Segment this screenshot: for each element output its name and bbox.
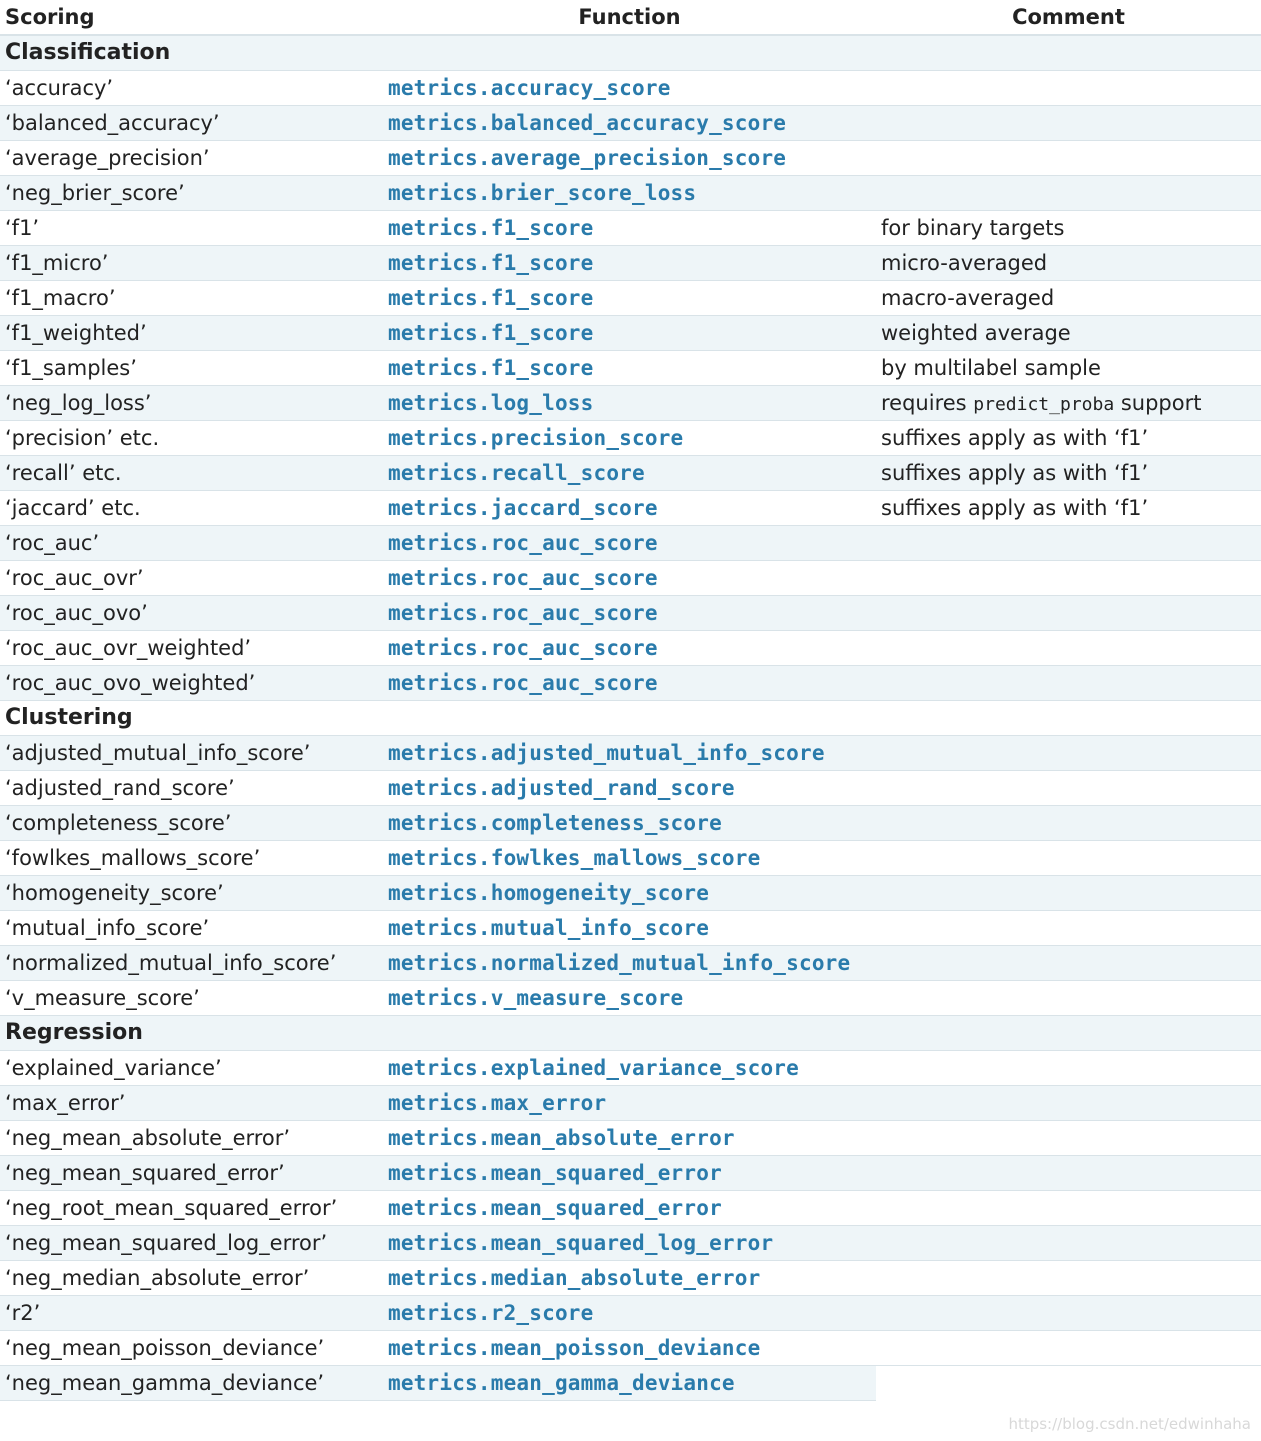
function-link[interactable]: metrics.adjusted_mutual_info_score [388,740,825,765]
comment-cell [876,735,1261,770]
table-row [0,490,1261,525]
comment-cell [876,1050,1261,1085]
function-link[interactable]: metrics.adjusted_rand_score [388,775,735,800]
function-cell [383,735,876,770]
table-row [0,420,1261,455]
comment-cell [876,1225,1261,1260]
table-row [0,1190,1261,1225]
table-row [0,875,1261,910]
section-title: Clustering [0,700,1261,735]
table-row [0,105,1261,140]
scoring-name: ‘jaccard’ etc. [0,490,383,525]
section-row [0,1015,1261,1050]
function-cell [383,315,876,350]
scoring-name: ‘neg_mean_squared_log_error’ [0,1225,383,1260]
comment-cell [876,875,1261,910]
table-row [0,1225,1261,1260]
table-row [0,385,1261,420]
function-link[interactable]: metrics.median_absolute_error [388,1265,761,1290]
function-cell [383,665,876,700]
table-row [0,840,1261,875]
function-cell [383,1295,876,1330]
comment-text: requires [881,390,974,415]
function-cell [383,210,876,245]
function-cell [383,910,876,945]
function-cell [383,805,876,840]
section-row [0,35,1261,70]
comment-cell: suffixes apply as with ‘f1’ [876,490,1261,525]
table-row [0,315,1261,350]
comment-cell: suffixes apply as with ‘f1’ [876,420,1261,455]
function-link[interactable]: metrics.roc_auc_score [388,530,658,555]
function-cell [383,770,876,805]
scoring-name: ‘roc_auc’ [0,525,383,560]
section-title: Regression [0,1015,1261,1050]
function-link[interactable]: metrics.mean_poisson_deviance [388,1335,761,1360]
function-link[interactable]: metrics.f1_score [388,320,594,345]
scoring-name: ‘neg_brier_score’ [0,175,383,210]
table-row [0,630,1261,665]
function-cell [383,420,876,455]
table-row [0,1155,1261,1190]
scoring-name: ‘neg_root_mean_squared_error’ [0,1190,383,1225]
scoring-name: ‘f1_macro’ [0,280,383,315]
scoring-name: ‘precision’ etc. [0,420,383,455]
function-cell [383,875,876,910]
function-link[interactable]: metrics.r2_score [388,1300,594,1325]
table-row [0,210,1261,245]
table-header-row [0,0,1261,35]
function-link[interactable]: metrics.roc_auc_score [388,600,658,625]
function-link[interactable]: metrics.mean_squared_log_error [388,1230,774,1255]
scoring-name: ‘homogeneity_score’ [0,875,383,910]
scoring-name: ‘adjusted_rand_score’ [0,770,383,805]
function-cell [383,105,876,140]
comment-cell [876,980,1261,1015]
comment-cell [876,595,1261,630]
function-link[interactable]: metrics.jaccard_score [388,495,658,520]
comment-cell [876,1330,1261,1365]
function-link[interactable]: metrics.accuracy_score [388,75,671,100]
function-link[interactable]: metrics.fowlkes_mallows_score [388,845,761,870]
scoring-name: ‘neg_mean_poisson_deviance’ [0,1330,383,1365]
scoring-name: ‘f1_samples’ [0,350,383,385]
function-link[interactable]: metrics.average_precision_score [388,145,787,170]
function-cell [383,175,876,210]
comment-cell [876,840,1261,875]
function-link[interactable]: metrics.log_loss [388,390,594,415]
function-cell [383,490,876,525]
function-cell [383,1330,876,1365]
scoring-name: ‘explained_variance’ [0,1050,383,1085]
scoring-name: ‘f1_weighted’ [0,315,383,350]
watermark: https://blog.csdn.net/edwinhaha [1008,1415,1251,1433]
function-cell [383,140,876,175]
table-body [0,35,1261,1400]
scoring-name: ‘mutual_info_score’ [0,910,383,945]
function-link[interactable]: metrics.recall_score [388,460,645,485]
scoring-name: ‘f1_micro’ [0,245,383,280]
table-row [0,1050,1261,1085]
scoring-name: ‘max_error’ [0,1085,383,1120]
comment-cell [876,1120,1261,1155]
function-link[interactable]: metrics.balanced_accuracy_score [388,110,787,135]
function-cell [383,945,876,980]
comment-text: support [1114,390,1202,415]
table-row [0,455,1261,490]
comment-cell [876,525,1261,560]
scoring-name: ‘roc_auc_ovo_weighted’ [0,665,383,700]
scoring-name: ‘neg_mean_squared_error’ [0,1155,383,1190]
table-row [0,175,1261,210]
function-link[interactable]: metrics.brier_score_loss [388,180,697,205]
scoring-name: ‘neg_median_absolute_error’ [0,1260,383,1295]
function-cell [383,455,876,490]
scoring-name: ‘roc_auc_ovr’ [0,560,383,595]
table-row [0,945,1261,980]
scoring-name: ‘normalized_mutual_info_score’ [0,945,383,980]
table-row [0,350,1261,385]
function-cell [383,385,876,420]
function-cell [383,245,876,280]
comment-cell: suffixes apply as with ‘f1’ [876,455,1261,490]
comment-cell [876,70,1261,105]
comment-cell [876,1260,1261,1295]
scoring-name: ‘neg_mean_gamma_deviance’ [0,1365,383,1400]
table-row [0,70,1261,105]
table-row [0,595,1261,630]
header-scoring: Scoring [0,0,383,35]
table-row [0,1260,1261,1295]
comment-cell [876,805,1261,840]
function-link[interactable]: metrics.roc_auc_score [388,670,658,695]
scoring-name: ‘neg_log_loss’ [0,385,383,420]
function-link[interactable]: metrics.roc_auc_score [388,635,658,660]
table-row [0,1330,1261,1365]
table-row [0,980,1261,1015]
comment-cell [876,560,1261,595]
function-cell [383,1190,876,1225]
function-link[interactable]: metrics.f1_score [388,215,594,240]
comment-cell: by multilabel sample [876,350,1261,385]
function-cell [383,1155,876,1190]
header-function: Function [383,0,876,35]
comment-cell [876,630,1261,665]
table-row [0,1295,1261,1330]
function-link[interactable]: metrics.mean_squared_error [388,1195,722,1220]
table-row [0,1120,1261,1155]
header-comment: Comment [876,0,1261,35]
table-row [0,525,1261,560]
scoring-name: ‘average_precision’ [0,140,383,175]
table-row [0,665,1261,700]
function-cell [383,280,876,315]
scoring-name: ‘neg_mean_absolute_error’ [0,1120,383,1155]
function-link[interactable]: metrics.f1_score [388,285,594,310]
section-row [0,700,1261,735]
function-link[interactable]: metrics.mean_absolute_error [388,1125,735,1150]
function-link[interactable]: metrics.v_measure_score [388,985,684,1010]
table-row [0,805,1261,840]
table-row [0,140,1261,175]
function-link[interactable]: metrics.mean_gamma_deviance [388,1370,735,1395]
function-cell [383,1365,876,1400]
comment-cell [876,1085,1261,1120]
comment-cell: weighted average [876,315,1261,350]
comment-cell [876,665,1261,700]
comment-cell [876,140,1261,175]
comment-cell [876,1365,1261,1400]
table-row [0,910,1261,945]
comment-cell: for binary targets [876,210,1261,245]
scoring-name: ‘recall’ etc. [0,455,383,490]
function-cell [383,1085,876,1120]
function-link[interactable]: metrics.mutual_info_score [388,915,710,940]
comment-cell [876,945,1261,980]
scoring-name: ‘f1’ [0,210,383,245]
scoring-name: ‘accuracy’ [0,70,383,105]
function-link[interactable]: metrics.roc_auc_score [388,565,658,590]
table-row [0,770,1261,805]
function-cell [383,595,876,630]
comment-cell [876,770,1261,805]
scoring-name: ‘balanced_accuracy’ [0,105,383,140]
function-link[interactable]: metrics.f1_score [388,250,594,275]
function-cell [383,525,876,560]
comment-cell: macro-averaged [876,280,1261,315]
table-row [0,560,1261,595]
table-row [0,735,1261,770]
function-cell [383,980,876,1015]
function-link[interactable]: metrics.precision_score [388,425,684,450]
scoring-name: ‘adjusted_mutual_info_score’ [0,735,383,770]
comment-cell [876,1190,1261,1225]
scoring-name: ‘completeness_score’ [0,805,383,840]
scoring-name: ‘fowlkes_mallows_score’ [0,840,383,875]
comment-cell [876,1295,1261,1330]
function-cell [383,560,876,595]
comment-cell [876,105,1261,140]
function-link[interactable]: metrics.homogeneity_score [388,880,710,905]
scoring-name: ‘v_measure_score’ [0,980,383,1015]
function-cell [383,70,876,105]
comment-cell [876,910,1261,945]
function-link[interactable]: metrics.completeness_score [388,810,722,835]
function-link[interactable]: metrics.explained_variance_score [388,1055,799,1080]
scoring-name: ‘roc_auc_ovo’ [0,595,383,630]
table-row [0,245,1261,280]
comment-cell: micro-averaged [876,245,1261,280]
function-link[interactable]: metrics.f1_score [388,355,594,380]
function-cell [383,1120,876,1155]
function-link[interactable]: metrics.normalized_mutual_info_score [388,950,851,975]
inline-code: predict_proba [973,393,1115,415]
comment-cell [876,1155,1261,1190]
section-title: Classification [0,35,1261,70]
function-link[interactable]: metrics.mean_squared_error [388,1160,722,1185]
table-row [0,1365,1261,1400]
function-cell [383,1050,876,1085]
table-row [0,280,1261,315]
table-row [0,1085,1261,1120]
function-cell [383,840,876,875]
function-cell [383,1225,876,1260]
function-link[interactable]: metrics.max_error [388,1090,607,1115]
function-cell [383,1260,876,1295]
function-cell [383,350,876,385]
scoring-name: ‘r2’ [0,1295,383,1330]
function-cell [383,630,876,665]
scoring-name: ‘roc_auc_ovr_weighted’ [0,630,383,665]
comment-cell [876,385,1261,420]
comment-cell [876,175,1261,210]
